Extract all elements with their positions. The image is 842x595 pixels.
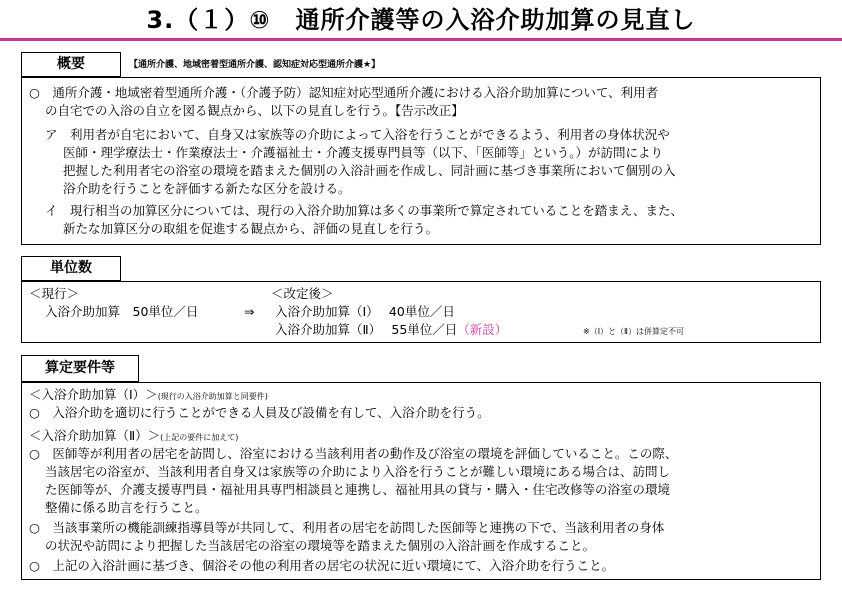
services-tag: 【通所介護、地域密着型通所介護、認知症対応型通所介護★】 [129,60,381,70]
units-revised-header: ＜改定後＞ [271,286,334,301]
units-section [21,281,821,343]
units-current-header: ＜現行＞ [29,286,80,301]
new-label: （新設） [457,322,508,337]
req-sub2-line: 当該居宅の浴室が、当該利用者自身又は家族等の介助により入浴を行うことが難しい環境にある場合は、訪問し [45,464,671,479]
req-sub1-header [29,387,268,405]
overview-line: の自宅での入浴の自立を図る観点から、以下の見直しを行う。【告示改正】 [45,103,464,118]
overview-label: 概要 [21,52,121,77]
req-sub2-title: ＜入浴介助加算（Ⅱ）＞ [29,428,161,443]
units-note: ※（Ⅰ）と（Ⅱ）は併算定不可 [583,327,684,336]
overview-line: 浴介助を行うことを評価する新たな区分を設ける。 [63,181,351,196]
req-sub2-note: (上記の要件に加えて) [160,433,239,442]
req-sub2-line: ○ 当該事業所の機能訓練指導員等が共同して、利用者の居宅を訪問した医師等と連携の下で、当該利用者の身体 [29,520,665,535]
req-sub2-header [29,428,238,446]
requirements-section [21,382,821,580]
page-title: 3.（１）⑩ 通所介護等の入浴介助加算の見直し [146,6,696,34]
units-current-item: 入浴介助加算 50単位／日 [45,304,199,319]
req-sub1-note: (現行の入浴介助加算と同要件) [157,392,268,401]
units-arrow: ⇒ [244,304,255,319]
req-sub1-title: ＜入浴介助加算（Ⅰ）＞ [29,387,158,402]
req-sub2-line: た医師等が、介護支援専門員・福祉用具専門相談員と連携し、福祉用具の貸与・購入・住宅改修等の浴室の環境 [45,482,671,497]
overview-section [21,77,821,245]
requirements-label: 算定要件等 [21,355,139,382]
overview-line: ア 利用者が自宅において、自身又は家族等の介助によって入浴を行うことができるよう、利用者の身体状況や [45,127,670,142]
units-revised-item-2-text: 入浴介助加算（Ⅱ） 55単位／日 [275,322,458,337]
title-underline [0,38,842,41]
req-sub2-line: ○ 医師等が利用者の居宅を訪問し、浴室における当該利用者の動作及び浴室の環境を評価していること。この際、 [29,446,678,461]
req-sub2-line: 整備に係る助言を行うこと。 [45,500,208,515]
req-sub2-line: の状況や訪問により把握した当該居宅の浴室の環境等を踏まえた個別の入浴計画を作成すること。 [45,538,596,553]
overview-line: イ 現行相当の加算区分については、現行の入浴介助加算は多くの事業所で算定されていることを踏まえ、また、 [45,203,684,218]
req-sub1-line: ○ 入浴介助を適切に行うことができる人員及び設備を有して、入浴介助を行う。 [29,405,490,420]
units-label: 単位数 [21,256,121,281]
overview-line: 把握した利用者宅の浴室の環境を踏まえた個別の入浴計画を作成し、同計画に基づき事業所において個別の入 [63,163,676,178]
req-sub2-line: ○ 上記の入浴計画に基づき、個浴その他の利用者の居宅の状況に近い環境にて、入浴介助を行うこと。 [29,558,615,573]
units-revised-item-1: 入浴介助加算（Ⅰ） 40単位／日 [275,304,455,319]
overview-line: 医師・理学療法士・作業療法士・介護福祉士・介護支援専門員等（以下、「医師等」という。）が訪問により [63,145,664,160]
units-revised-item-2 [275,322,507,338]
overview-line: ○ 通所介護・地域密着型通所介護・（介護予防）認知症対応型通所介護における入浴介助加算について、利用者 [29,85,659,100]
overview-line: 新たな加算区分の取組を促進する観点から、評価の見直しを行う。 [63,221,439,236]
